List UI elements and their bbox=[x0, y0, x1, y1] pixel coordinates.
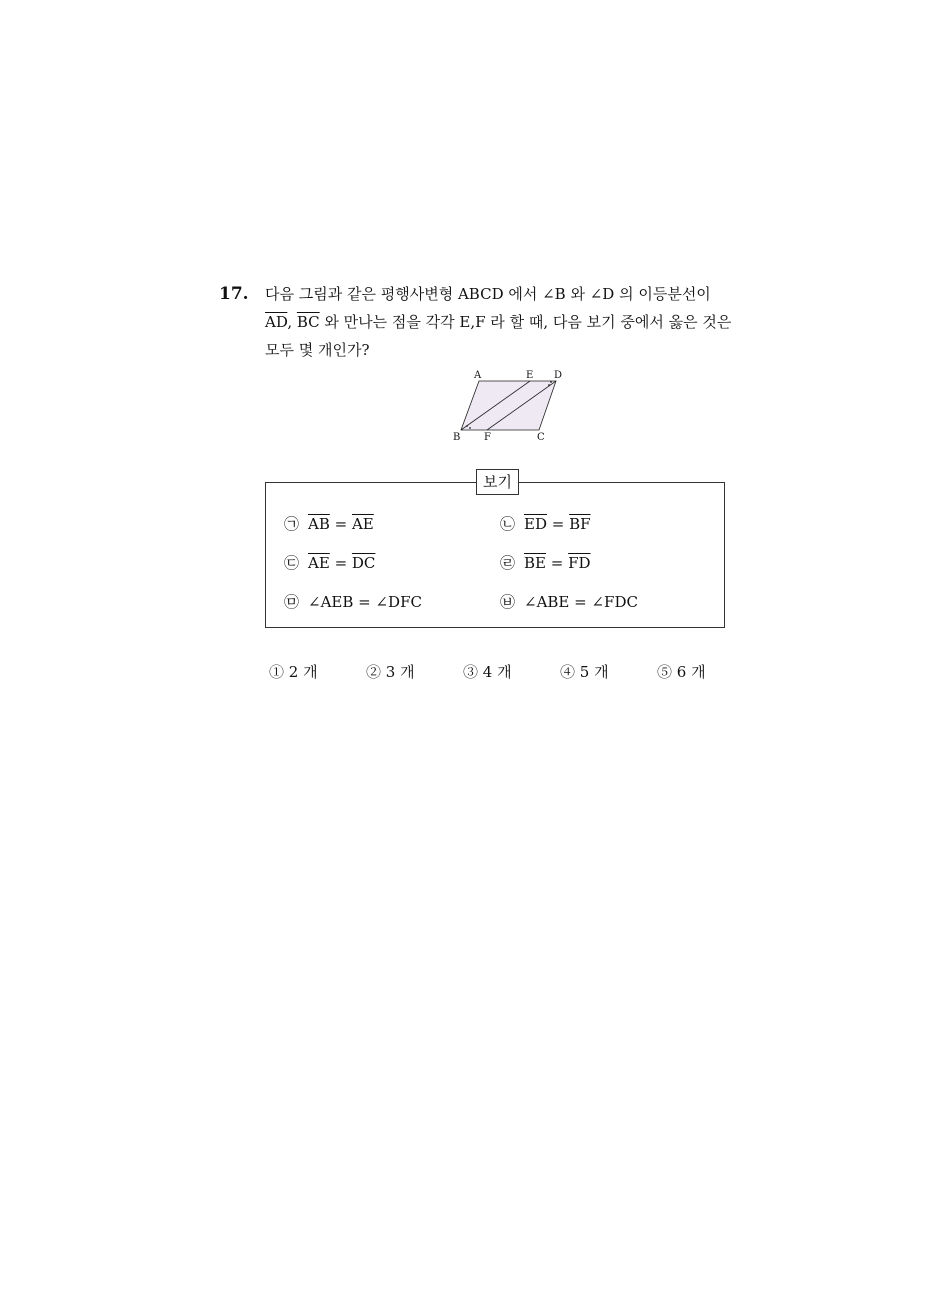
question-line-1: 다음 그림과 같은 평행사변형 ABCD 에서 ∠B 와 ∠D 의 이등분선이 bbox=[265, 285, 711, 303]
item-left: $\overline{AE}$ bbox=[308, 554, 330, 572]
item-mark: ㉣ bbox=[500, 554, 516, 572]
item-op: = bbox=[329, 554, 352, 572]
choice-mark: ① bbox=[269, 663, 285, 681]
question-number: 17. bbox=[219, 284, 249, 304]
choice-mark: ⑤ bbox=[657, 663, 673, 681]
bogi-item-4 bbox=[500, 553, 591, 573]
angle-mark-d bbox=[548, 384, 550, 386]
choice-text: 4 개 bbox=[482, 663, 512, 681]
angle-mark-d2 bbox=[550, 381, 552, 383]
item-left: ∠AEB bbox=[308, 593, 354, 611]
angle-mark-b bbox=[466, 425, 468, 427]
item-right: $\overline{FD}$ bbox=[568, 554, 591, 572]
angle-mark-b2 bbox=[469, 427, 471, 429]
parallelogram-figure bbox=[448, 368, 568, 444]
comma-sep: , bbox=[287, 313, 297, 331]
choice-text: 3 개 bbox=[385, 663, 415, 681]
bogi-item-1 bbox=[284, 514, 374, 534]
parallelogram-diagram bbox=[448, 368, 568, 444]
label-a: A bbox=[474, 370, 482, 381]
item-mark: ㉡ bbox=[500, 515, 516, 533]
answer-choices bbox=[269, 662, 729, 684]
item-right: ∠FDC bbox=[591, 593, 638, 611]
bogi-title: 보기 bbox=[476, 469, 519, 495]
bogi-item-3 bbox=[284, 553, 375, 573]
question-text bbox=[265, 280, 765, 364]
label-c: C bbox=[537, 432, 545, 443]
label-d: D bbox=[554, 370, 563, 381]
choice-text: 6 개 bbox=[676, 663, 706, 681]
item-right: $\overline{AE}$ bbox=[351, 515, 374, 533]
choice-mark: ④ bbox=[560, 663, 576, 681]
item-mark: ㉤ bbox=[284, 593, 300, 611]
question-line-3: 모두 몇 개인가? bbox=[265, 341, 370, 359]
choice-mark: ③ bbox=[463, 663, 479, 681]
parallelogram-abcd bbox=[461, 381, 556, 430]
item-mark: ㉥ bbox=[500, 593, 516, 611]
bogi-item-2 bbox=[500, 514, 591, 534]
item-mark: ㉢ bbox=[284, 554, 300, 572]
choice-text: 2 개 bbox=[288, 663, 318, 681]
item-left: $\overline{ED}$ bbox=[524, 515, 547, 533]
item-left: $\overline{AB}$ bbox=[308, 515, 330, 533]
item-op: = bbox=[569, 593, 592, 611]
choice-3[interactable] bbox=[463, 662, 512, 682]
item-op: = bbox=[546, 515, 570, 533]
choice-mark: ② bbox=[366, 663, 382, 681]
question-line-2-rest: 와 만나는 점을 각각 E,F 라 할 때, 다음 보기 중에서 옳은 것은 bbox=[319, 313, 732, 331]
segment-bc: $\overline{BC}$ bbox=[296, 313, 320, 331]
item-op: = bbox=[545, 554, 569, 572]
choice-1[interactable] bbox=[269, 662, 318, 682]
item-left: ∠ABE bbox=[524, 593, 570, 611]
item-right: ∠DFC bbox=[375, 593, 422, 611]
choice-4[interactable] bbox=[560, 662, 609, 682]
choice-5[interactable] bbox=[657, 662, 706, 682]
segment-ad: $\overline{AD}$ bbox=[265, 313, 288, 331]
choice-text: 5 개 bbox=[579, 663, 609, 681]
item-op: = bbox=[329, 515, 352, 533]
item-right: $\overline{BF}$ bbox=[569, 515, 591, 533]
item-left: $\overline{BE}$ bbox=[524, 554, 546, 572]
choice-2[interactable] bbox=[366, 662, 415, 682]
bogi-item-5 bbox=[284, 592, 422, 612]
item-mark: ㉠ bbox=[284, 515, 300, 533]
item-op: = bbox=[353, 593, 376, 611]
label-f: F bbox=[484, 432, 491, 443]
item-right: $\overline{DC}$ bbox=[351, 554, 376, 572]
label-e: E bbox=[526, 370, 534, 381]
label-b: B bbox=[453, 432, 461, 443]
bogi-item-6 bbox=[500, 592, 638, 612]
question-line-2 bbox=[265, 308, 765, 336]
